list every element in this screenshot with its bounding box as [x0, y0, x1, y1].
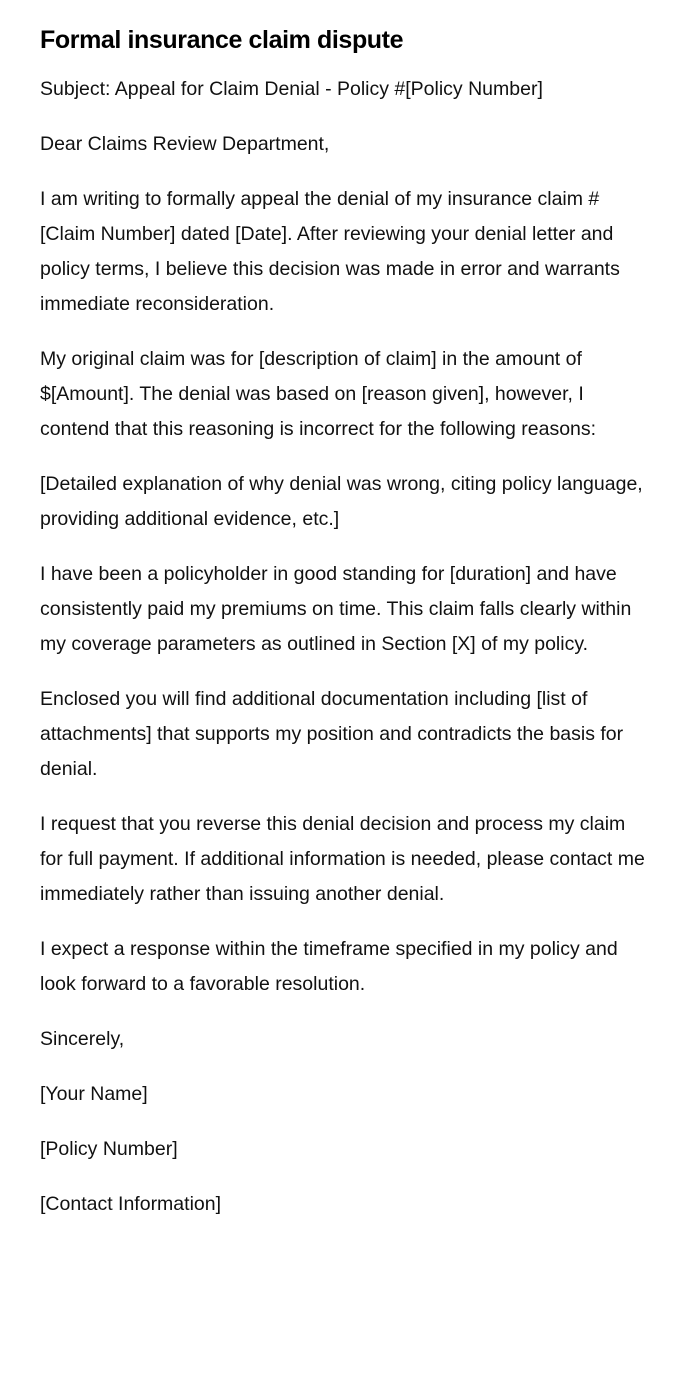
body-paragraph-explanation: [Detailed explanation of why denial was wrong, citing policy language, providing additional evidence, etc.]: [40, 473, 643, 530]
document-title: Formal insurance claim dispute: [40, 26, 404, 54]
body-paragraph-request: I request that you reverse this denial decision and process my claim for full payment. If additional information is needed, please contact me immediately rather than issuing another denial.: [40, 813, 645, 905]
subject-line: Subject: Appeal for Claim Denial - Policy #[Policy Number]: [40, 78, 543, 100]
signature-policy-number: [Policy Number]: [40, 1138, 178, 1160]
body-paragraph-policyholder-standing: I have been a policyholder in good standing for [duration] and have consistently paid my premiums on time. This claim falls clearly within my coverage parameters as outlined in Section [X] of my policy.: [40, 563, 632, 655]
closing: Sincerely,: [40, 1028, 125, 1050]
body-paragraph-enclosures: Enclosed you will find additional documentation including [list of attachments] that supports my position and contradicts the basis for denial.: [40, 688, 624, 780]
body-paragraph-response-expectation: I expect a response within the timeframe specified in my policy and look forward to a favorable resolution.: [40, 938, 618, 995]
salutation: Dear Claims Review Department,: [40, 133, 330, 155]
body-paragraph-original-claim: My original claim was for [description of claim] in the amount of $[Amount]. The denial was based on [reason given], however, I contend that this reasoning is incorrect for the following reasons:: [40, 348, 597, 440]
letter-document: [40, 22, 650, 1242]
body-paragraph-appeal-intro: I am writing to formally appeal the denial of my insurance claim #[Claim Number] dated [Date]. After reviewing your denial letter and policy terms, I believe this decision was made in error and warrants immediate reconsideration.: [40, 188, 620, 315]
signature-contact: [Contact Information]: [40, 1193, 222, 1215]
signature-name: [Your Name]: [40, 1083, 148, 1105]
